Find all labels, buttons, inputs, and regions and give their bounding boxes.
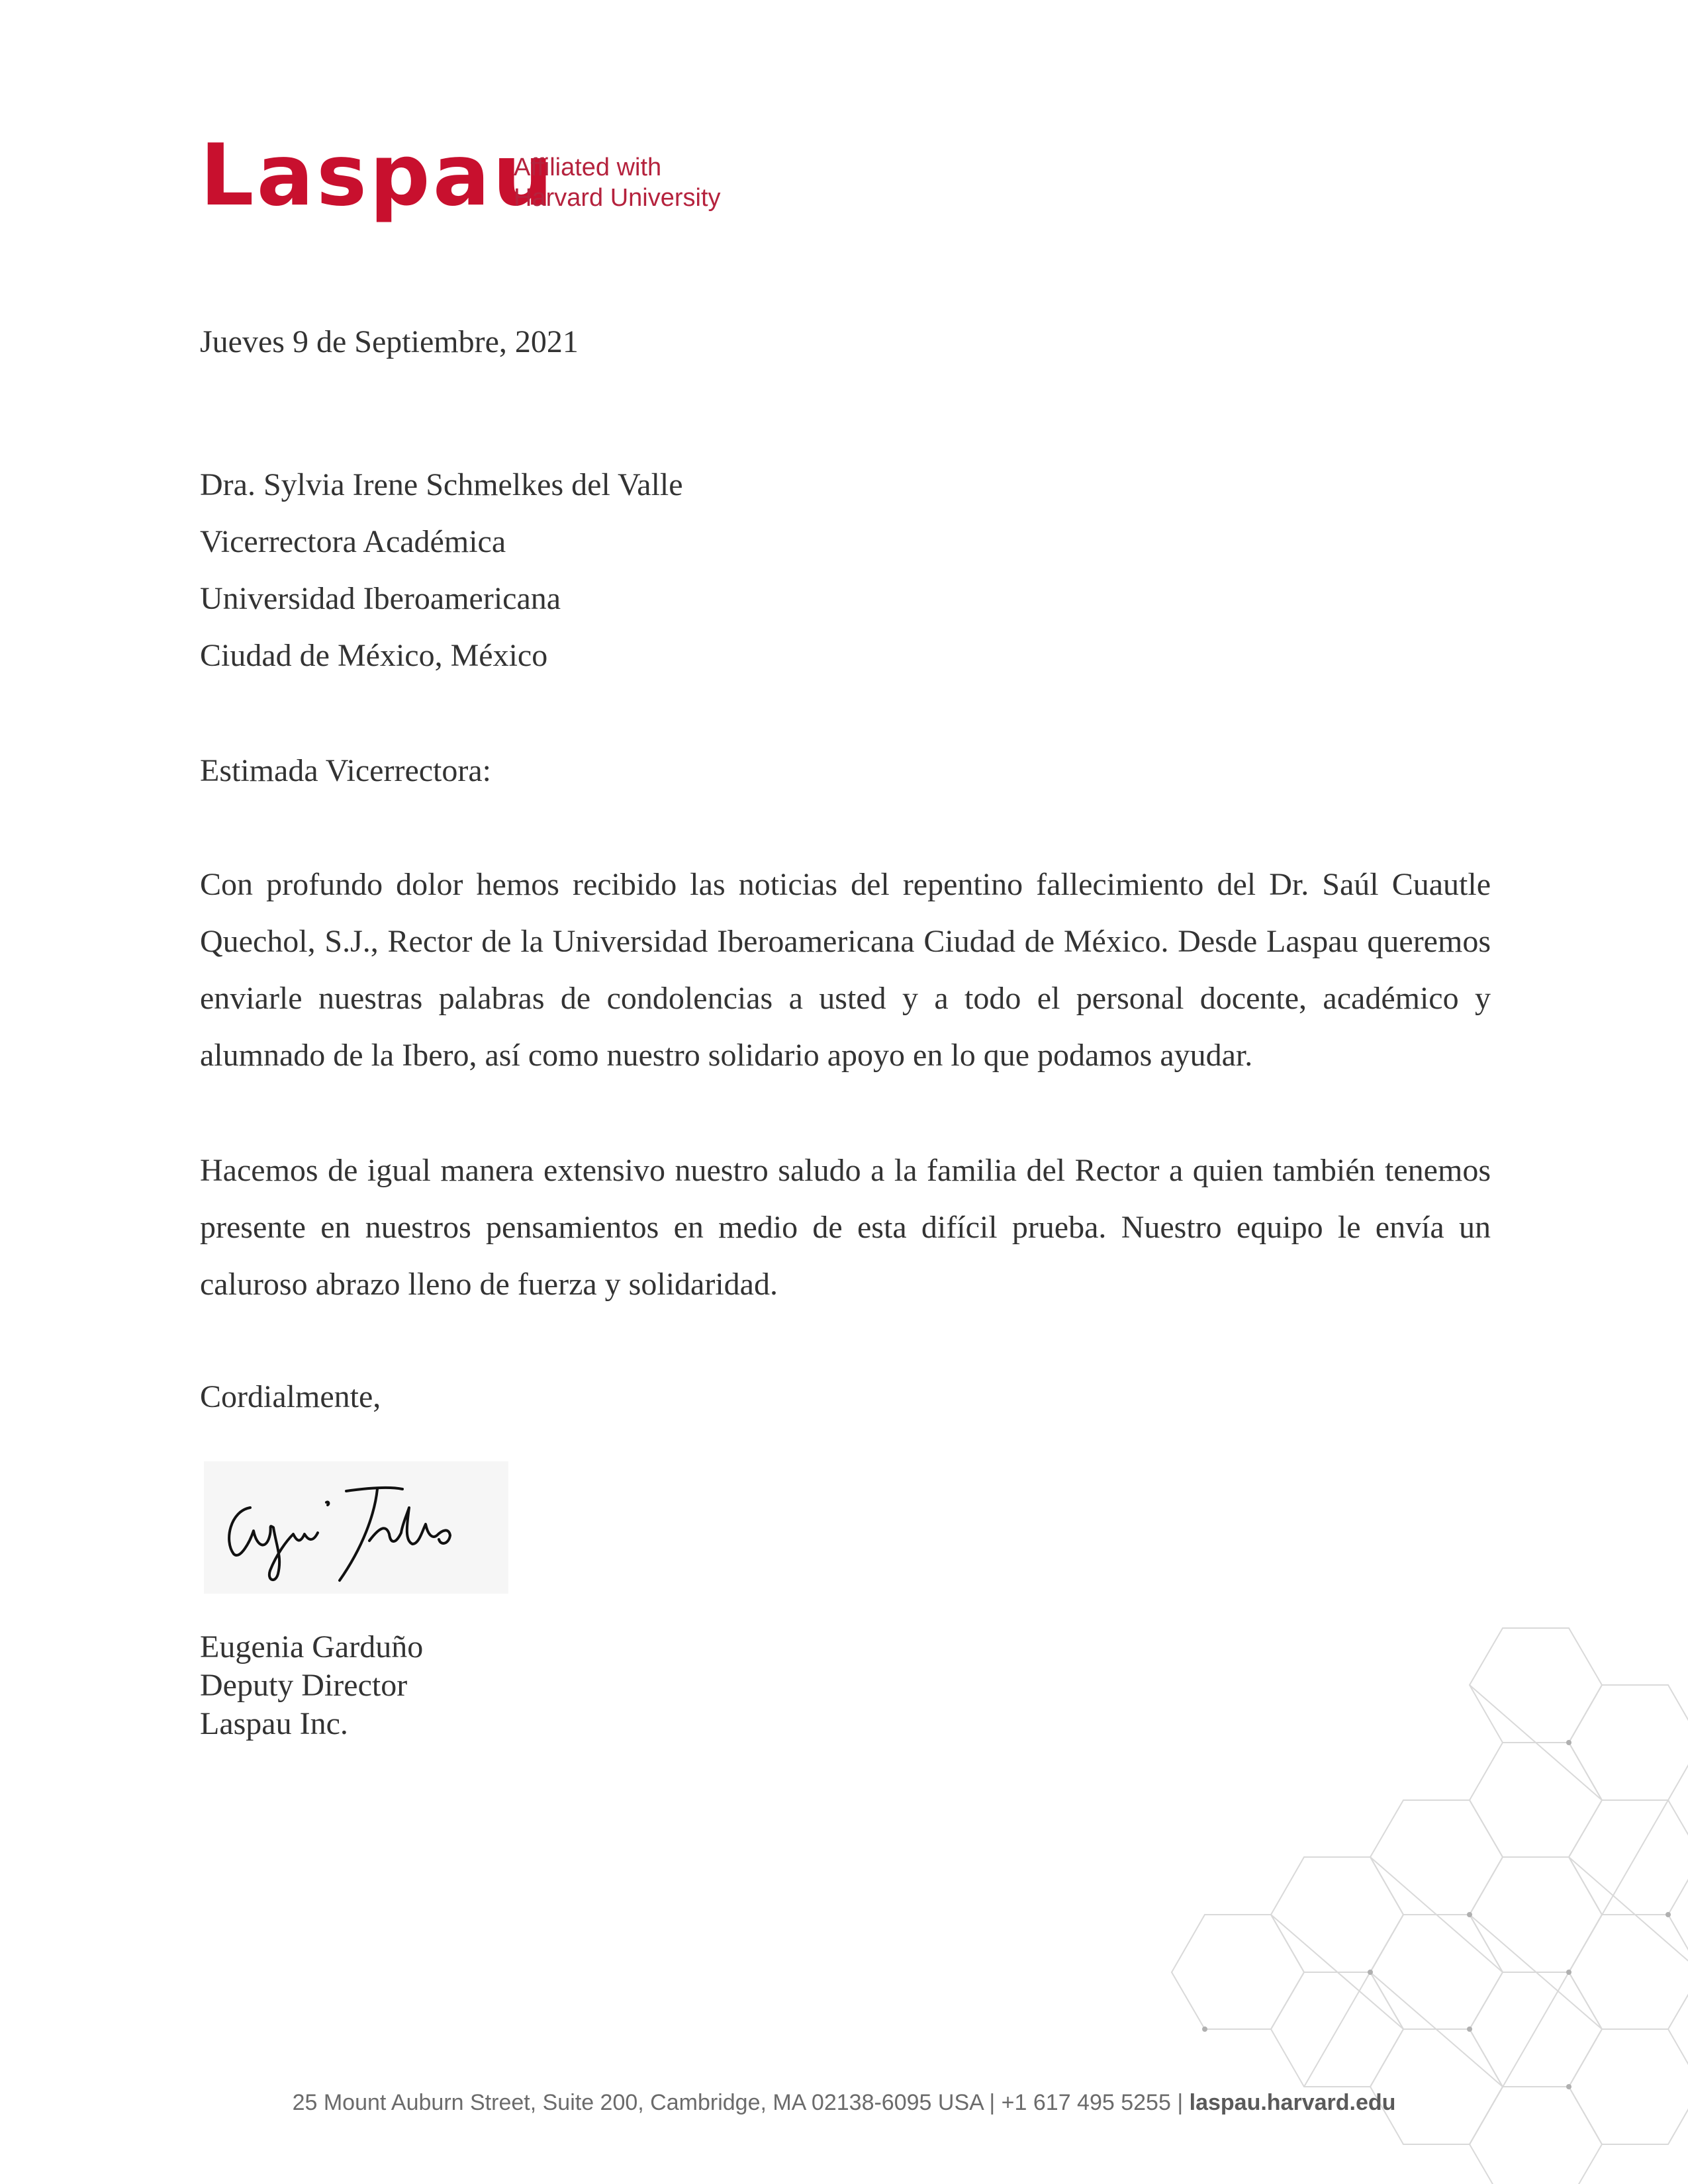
recipient-institution: Universidad Iberoamericana	[200, 581, 561, 616]
affiliation-text	[514, 152, 721, 213]
recipient-name: Dra. Sylvia Irene Schmelkes del Valle	[200, 467, 683, 502]
greeting: Estimada Vicerrectora:	[200, 753, 492, 788]
signature-drawing	[204, 1461, 508, 1594]
footer-separator-1: |	[989, 2090, 996, 2115]
signer-organization: Laspau Inc.	[200, 1706, 348, 1741]
recipient-location: Ciudad de México, México	[200, 638, 548, 673]
affiliation-line-1: Affiliated with	[514, 154, 662, 181]
signer-title: Deputy Director	[200, 1668, 408, 1703]
body-paragraph-2: Hacemos de igual manera extensivo nuestro saludo a la familia del Rector a quien también tenemos presente en nuestros pensamientos en medio de esta difícil prueba. Nuestro equipo le envía un caluroso abrazo lleno de fuerza y solidaridad.	[200, 1153, 1491, 1302]
signer-name: Eugenia Garduño	[200, 1629, 424, 1664]
footer-address: 25 Mount Auburn Street, Suite 200, Cambridge, MA 02138-6095 USA	[292, 2090, 983, 2115]
footer-website-link[interactable]: laspau.harvard.edu	[1189, 2090, 1396, 2115]
letter-date: Jueves 9 de Septiembre, 2021	[200, 324, 579, 359]
footer-separator-2: |	[1177, 2090, 1184, 2115]
recipient-title: Vicerrectora Académica	[200, 524, 506, 559]
signature-image	[204, 1461, 508, 1594]
signer-block	[200, 1628, 423, 1743]
affiliation-line-2: Harvard University	[514, 184, 721, 212]
closing: Cordialmente,	[200, 1379, 381, 1414]
logo-wordmark: Laspau	[200, 126, 556, 225]
recipient-address	[200, 457, 683, 684]
footer-contact	[0, 2090, 1688, 2116]
body-paragraph-1: Con profundo dolor hemos recibido las noticias del repentino fallecimiento del Dr. Saúl Cuautle Quechol, S.J., Rector de la Universidad Iberoamericana Ciudad de México. Desde Laspau queremos enviarle nuestras palabras de condolencias a usted y a todo el personal docente, académico y alumnado de la Ibero, así como nuestro solidario apoyo en lo que podamos ayudar.	[200, 867, 1491, 1073]
footer-phone: +1 617 495 5255	[1001, 2090, 1171, 2115]
